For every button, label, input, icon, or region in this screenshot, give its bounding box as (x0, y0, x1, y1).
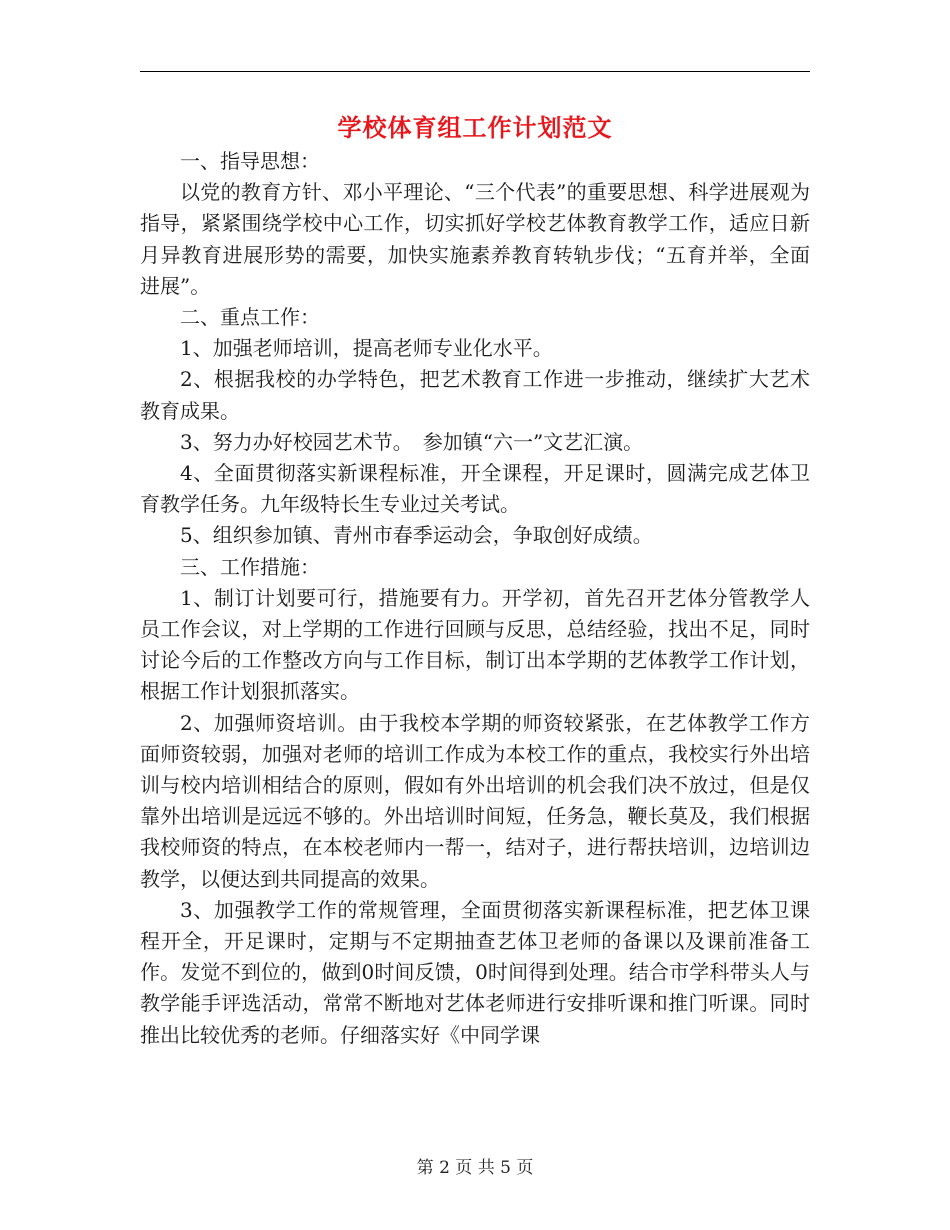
paragraph: 一、指导思想： (180, 149, 320, 173)
page-footer: 第 2 页 共 5 页 (416, 1158, 534, 1178)
paragraph: 5、组织参加镇、青州市春季运动会，争取创好成绩。 (180, 523, 653, 548)
paragraph: 3、努力办好校园艺术节。 参加镇“六一”文艺汇演。 (180, 429, 644, 454)
paragraph: 三、工作措施： (180, 554, 320, 579)
header-rule (140, 71, 810, 72)
paragraph: 2、根据我校的办学特色，把艺术教育工作进一步推动，继续扩大艺术教育成果。 (140, 367, 810, 423)
paragraph: 1、加强老师培训，提高老师专业化水平。 (180, 336, 553, 361)
paragraph: 以党的教育方针、邓小平理论、“三个代表”的重要思想、科学进展观为指导，紧紧围绕学校中心工作，切实抓好学校艺体教育教学工作，适应日新月异教育进展形势的需要，加快实施素养教育转轨步伐；“五育并举，全面进展”。 (140, 180, 810, 298)
paragraph: 3、加强教学工作的常规管理，全面贯彻落实新课程标准，把艺体卫课程开全，开足课时，定期与不定期抽查艺体卫老师的备课以及课前准备工作。发觉不到位的，做到0时间反馈，0时间得到处理。结合市学科带头人与教学能手评选活动，常常不断地对艺体老师进行安排听课和推门听课。同时推出比较优秀的老师。仔细落实好《中同学课 (140, 897, 810, 1047)
paragraph: 4、全面贯彻落实新课程标准，开全课程，开足课时，圆满完成艺体卫育教学任务。九年级特长生专业过关考试。 (140, 461, 810, 517)
paragraph: 1、制订计划要可行，措施要有力。开学初，首先召开艺体分管教学人员工作会议，对上学期的工作进行回顾与反思，总结经验，找出不足，同时讨论今后的工作整改方向与工作目标，制订出本学期的艺体教学工作计划，根据工作计划狠抓落实。 (140, 585, 810, 704)
document-title: 学校体育组工作计划范文 (337, 113, 613, 142)
paragraph: 二、重点工作： (180, 305, 320, 330)
document-body (140, 146, 810, 1051)
paragraph: 2、加强师资培训。由于我校本学期的师资较紧张，在艺体教学工作方面师资较弱，加强对老师的培训工作成为本校工作的重点，我校实行外出培训与校内培训相结合的原则，假如有外出培训的机会我们决不放过，但是仅靠外出培训是远远不够的。外出培训时间短，任务急，鞭长莫及，我们根据我校师资的特点，在本校老师内一帮一，结对子，进行帮扶培训，边培训边教学，以便达到共同提高的效果。 (140, 710, 810, 891)
